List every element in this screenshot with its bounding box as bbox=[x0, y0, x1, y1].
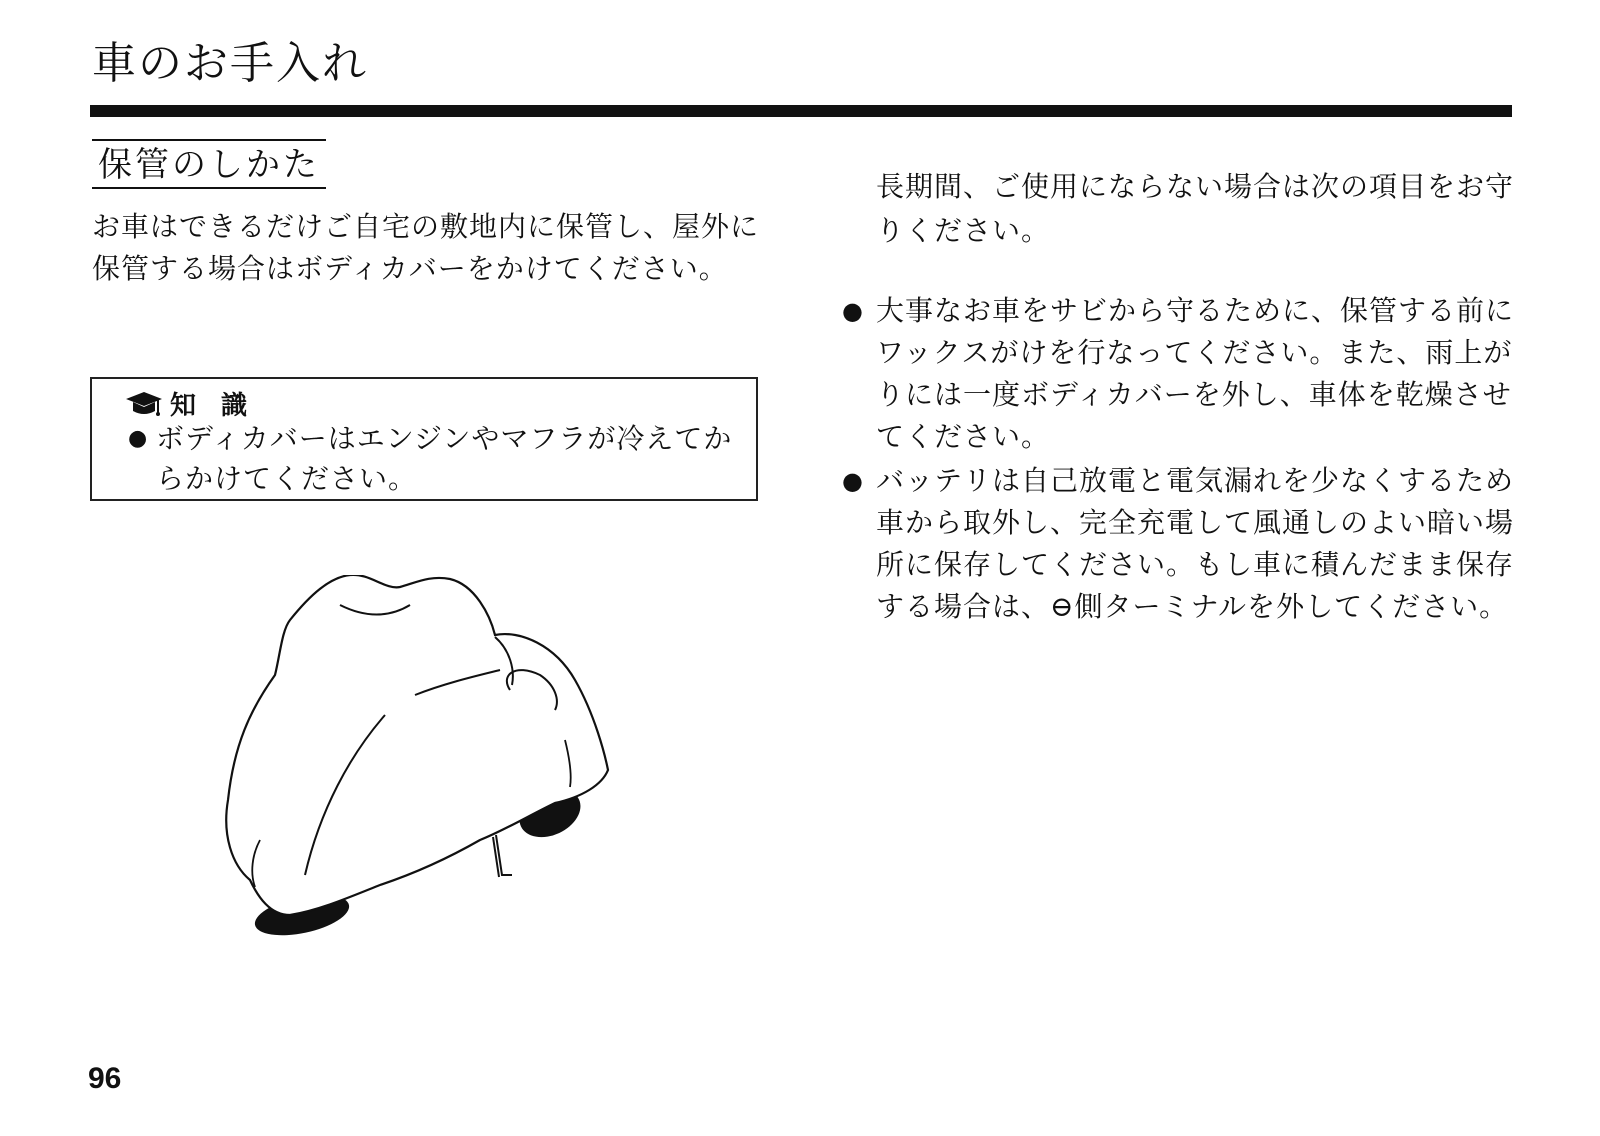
right-intro: 長期間、ご使用にならない場合は次の項目をお守りください。 bbox=[876, 170, 1515, 247]
bullet-icon: ● bbox=[842, 297, 864, 325]
knowledge-box bbox=[90, 377, 758, 501]
section-heading: 保管のしかた bbox=[92, 139, 326, 189]
bullet-icon: ● bbox=[842, 467, 864, 495]
list-item bbox=[842, 290, 1516, 458]
list-item bbox=[842, 460, 1516, 628]
storage-tips-list bbox=[842, 290, 1516, 630]
knowledge-header bbox=[124, 385, 255, 422]
graduation-cap-icon bbox=[124, 389, 164, 419]
knowledge-item bbox=[128, 419, 748, 499]
knowledge-item-text: ボディカバーはエンジンやマフラが冷えてからかけてください。 bbox=[156, 422, 733, 495]
covered-motorcycle-illustration bbox=[210, 575, 630, 965]
knowledge-label: 知 識 bbox=[170, 391, 256, 421]
list-item-text: 大事なお車をサビから守るために、保管する前にワックスがけを行なってください。また、雨上がりには一度ボディカバーを外し、車体を乾燥させてください。 bbox=[876, 294, 1515, 453]
storage-paragraph: お車はできるだけご自宅の敷地内に保管し、屋外に保管する場合はボディカバーをかけてください。 bbox=[92, 210, 760, 285]
page-number: 96 bbox=[88, 1062, 122, 1095]
chapter-title: 車のお手入れ bbox=[92, 38, 368, 89]
chapter-title-rule bbox=[90, 105, 1512, 117]
list-item-text: バッテリは自己放電と電気漏れを少なくするため車から取外し、完全充電して風通しのよい暗い場所に保存してください。もし車に積んだまま保存する場合は、⊖側ターミナルを外してください。 bbox=[876, 464, 1515, 623]
bullet-icon: ● bbox=[128, 426, 149, 451]
